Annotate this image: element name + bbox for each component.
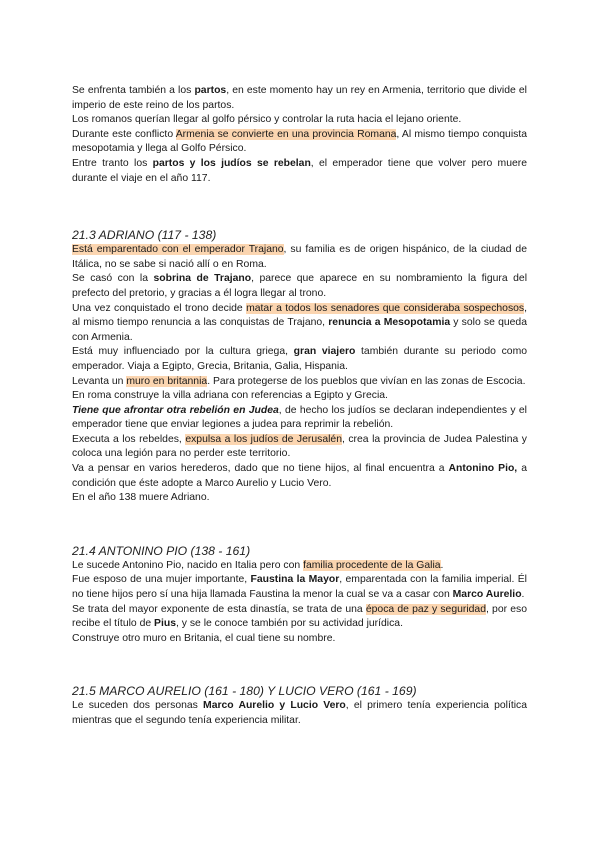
paragraph — [72, 84, 527, 113]
bold-text: sobrina de Trajano — [153, 273, 252, 285]
text-run: Se enfrenta también a los — [72, 85, 195, 96]
text-run: , Al mismo tiempo conquista mesopotamia y llega al Golfo Pérsico. — [72, 128, 527, 155]
bold-text: Marco Aurelio — [452, 589, 522, 601]
bold-text: gran viajero — [293, 346, 356, 358]
text-run: también durante su periodo como emperador. Viaja a Egipto, Grecia, Britania, Galia, Hispania. — [72, 346, 528, 372]
text-run: Va a pensar en varios herederos, dado que no tiene hijos, al final encuentra a — [72, 463, 449, 475]
bold-text: renuncia a Mesopotamia — [328, 317, 451, 329]
paragraph: Construye otro muro en Britania, el cual tiene su nombre. — [72, 632, 336, 644]
paragraph — [72, 345, 527, 374]
bold-text: Marco Aurelio y Lucio Vero — [203, 700, 346, 712]
text-run: , su familia es de origen hispánico, de la ciudad de Itálica, no se sabe si nació allí o en Roma. — [72, 244, 527, 270]
paragraph — [72, 375, 527, 390]
text-run: y solo se queda con Armenia. — [72, 317, 527, 343]
highlighted-text: matar a todos los senadores que consideraba sospechosos — [246, 302, 525, 314]
text-run: . — [440, 559, 444, 571]
bold-text: Antonino Pio, — [448, 463, 518, 475]
document-body — [72, 84, 527, 729]
text-run: Le sucede Antonino Pio, nacido en Italia pero con — [72, 559, 304, 571]
text-run: , en este momento hay un rey en Armenia, territorio que divide el imperio de este reino de los partos. — [72, 85, 527, 111]
paragraph — [72, 243, 527, 272]
section-heading-antonino: 21.4 ANTONINO PIO (138 - 161) — [72, 543, 251, 558]
bold-italic-text: Tiene que afrontar otra rebelión en Judea — [72, 404, 279, 416]
text-run: Levanta un — [72, 375, 127, 387]
text-run: , por eso recibe el título de — [72, 603, 527, 630]
paragraph: En el año 138 muere Adriano. — [72, 492, 210, 504]
highlighted-text: familia procedente de la Galia — [303, 559, 441, 571]
highlighted-text: Está emparentado con el emperador Trajano — [72, 244, 284, 256]
text-run: , y se le conoce también por su actividad jurídica. — [175, 618, 403, 630]
highlighted-text: expulsa a los judíos de Jerusalén — [185, 433, 342, 445]
paragraph — [72, 462, 527, 491]
text-run: . Para protegerse de los pueblos que vivían en las zonas de Escocia. — [207, 375, 526, 387]
text-run: , el emperador tiene que volver pero muere durante el viaje en el año 117. — [72, 157, 527, 184]
paragraph — [72, 699, 527, 728]
highlighted-text: época de paz y seguridad — [365, 603, 486, 615]
highlighted-text: Armenia se convierte en una provincia Romana — [175, 128, 397, 140]
text-run: , parece que aparece en su nombramiento la figura del prefecto del pretorio, y gracias a él logra llegar al trono. — [72, 273, 527, 299]
text-run: Le suceden dos personas — [72, 700, 204, 712]
paragraph — [72, 433, 527, 462]
text-run: Se trata del mayor exponente de esta dinastía, se trata de una — [72, 603, 366, 615]
paragraph — [72, 157, 527, 186]
text-run: Se casó con la — [72, 273, 154, 285]
paragraph — [72, 559, 527, 574]
text-run: , el primero tenía experiencia política mientras que el segundo tenía experiencia militar. — [72, 700, 527, 726]
bold-text: Pius — [154, 618, 176, 630]
text-run: , emparentada con la familia imperial. Él no tiene hijos pero sí una hija llamada Faustina la menor la cual se va a casar con — [72, 574, 527, 601]
text-run: Fue esposo de una mujer importante, — [72, 574, 251, 586]
paragraph — [72, 404, 527, 433]
text-run: , crea la provincia de Judea Palestina y coloca una legión para no perder este territorio. — [72, 433, 527, 460]
section-heading-adriano: 21.3 ADRIANO (117 - 138) — [72, 228, 217, 243]
text-run: , al mismo tiempo renuncia a las conquistas de Trajano, — [72, 302, 528, 329]
text-run: . — [521, 589, 525, 601]
text-run: Está muy influenciado por la cultura griega, — [72, 346, 294, 358]
text-run: Executa a los rebeldes, — [72, 433, 186, 445]
paragraph — [72, 603, 527, 632]
highlighted-text: muro en britannia — [126, 375, 208, 387]
text-run: , de hecho los judíos se declaran independientes y el emperador tiene que enviar legiones a judea para reprimir la rebelión. — [72, 404, 527, 431]
section-heading-marco-aurelio: 21.5 MARCO AURELIO (161 - 180) Y LUCIO VERO (161 - 169) — [72, 684, 417, 699]
bold-text: Faustina la Mayor — [250, 574, 340, 586]
paragraph — [72, 128, 527, 157]
text-run: a condición que éste adopte a Marco Aurelio y Lucio Vero. — [72, 463, 527, 489]
bold-text: partos — [194, 85, 227, 96]
bold-text: partos y los judíos se rebelan — [152, 157, 311, 169]
paragraph — [72, 573, 527, 602]
text-run: Durante este conflicto — [72, 128, 176, 140]
paragraph — [72, 272, 527, 301]
paragraph: Los romanos querían llegar al golfo pérsico y controlar la ruta hacia el lejano oriente. — [72, 114, 462, 126]
paragraph: En roma construye la villa adriana con referencias a Egipto y Grecia. — [72, 390, 388, 402]
paragraph — [72, 302, 527, 346]
text-run: Una vez conquistado el trono decide — [72, 302, 247, 314]
text-run: Entre tranto los — [72, 157, 153, 169]
